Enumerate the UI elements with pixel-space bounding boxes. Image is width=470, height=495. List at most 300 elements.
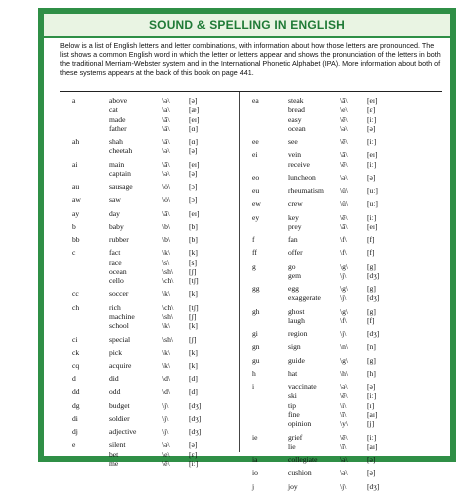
letter-entry: [72, 248, 236, 285]
ipa-pronunciation: [ə]: [367, 123, 376, 133]
merriam-webster-pronunciation: \ā\: [162, 208, 170, 218]
example-word: offer: [288, 248, 303, 258]
entry-line: [252, 419, 442, 428]
merriam-webster-pronunciation: \j\: [162, 413, 169, 423]
entry-line: [252, 369, 442, 378]
letter-combination: d: [72, 374, 76, 384]
ipa-pronunciation: [dʒ]: [189, 413, 202, 423]
merriam-webster-pronunciation: \ə\: [340, 382, 348, 392]
ipa-pronunciation: [g]: [367, 306, 376, 316]
entry-line: [252, 248, 442, 257]
merriam-webster-pronunciation: \n\: [340, 342, 349, 352]
entry-line: [252, 382, 442, 391]
entry-line: [72, 401, 236, 410]
page-title: SOUND & SPELLING IN ENGLISH: [148, 18, 346, 32]
entry-line: [252, 222, 442, 231]
letter-entry: [252, 248, 442, 257]
letter-combination: cc: [72, 289, 79, 299]
letter-combination: dg: [72, 400, 80, 410]
ipa-pronunciation: [ə]: [367, 382, 376, 392]
example-word: above: [109, 96, 128, 105]
entry-line: [72, 146, 236, 155]
merriam-webster-pronunciation: \ch\: [162, 276, 174, 286]
example-word: soccer: [109, 289, 129, 299]
merriam-webster-pronunciation: \ch\: [162, 302, 174, 312]
ipa-pronunciation: [ʃ]: [189, 312, 197, 322]
merriam-webster-pronunciation: \ā\: [340, 96, 348, 105]
letter-combination: e: [72, 440, 76, 450]
example-word: hat: [288, 368, 298, 378]
example-word: see: [288, 137, 298, 147]
letter-combination: au: [72, 182, 80, 192]
entry-line: [252, 262, 442, 271]
entry-line: [252, 105, 442, 114]
ipa-pronunciation: [aɪ]: [367, 441, 378, 451]
ipa-pronunciation: [iː]: [367, 159, 377, 169]
ipa-pronunciation: [tʃ]: [189, 276, 199, 286]
merriam-webster-pronunciation: \ä\: [162, 123, 170, 133]
example-word: pick: [109, 347, 123, 357]
entry-line: [252, 356, 442, 365]
example-word: ski: [288, 391, 297, 401]
letter-combination: gn: [252, 342, 260, 352]
letter-combination: ea: [252, 96, 259, 105]
merriam-webster-pronunciation: \e\: [340, 105, 348, 115]
letter-entry: [72, 303, 236, 331]
letter-entry: [72, 387, 236, 396]
letter-entry: [252, 369, 442, 378]
entry-line: [72, 248, 236, 257]
example-word: special: [109, 334, 131, 344]
letter-combination: ah: [72, 137, 80, 147]
merriam-webster-pronunciation: \ī\: [340, 441, 347, 451]
letter-entry: [252, 329, 442, 338]
letter-entry: [252, 137, 442, 146]
merriam-webster-pronunciation: \j\: [340, 270, 347, 280]
example-word: grief: [288, 432, 303, 442]
entry-line: [72, 222, 236, 231]
ipa-pronunciation: [ə]: [189, 96, 198, 105]
letter-entry: [72, 289, 236, 298]
entry-line: [252, 96, 442, 105]
intro-paragraph: Below is a list of English letters and letter combinations, with information about how those letters are pronounced. The list shows a common English word in which the letter or letters appear and shows the pronunciation of the letters in both the traditional Merriam-Webster system and in the International Phonetic Alphabet (IPA). More information about both of these systems appears at the back of this book on page 441.: [60, 41, 441, 77]
merriam-webster-pronunciation: \f\: [340, 315, 347, 325]
merriam-webster-pronunciation: \sh\: [162, 312, 173, 322]
ipa-pronunciation: [iː]: [367, 432, 377, 442]
entry-line: [252, 271, 442, 280]
example-word: ocean: [109, 266, 127, 276]
letter-combination: gi: [252, 329, 258, 339]
entry-line: [252, 307, 442, 316]
merriam-webster-pronunciation: \d\: [162, 387, 171, 397]
merriam-webster-pronunciation: \h\: [340, 368, 349, 378]
ipa-pronunciation: [dʒ]: [189, 427, 202, 437]
ipa-pronunciation: [d]: [189, 387, 198, 397]
merriam-webster-pronunciation: \ē\: [162, 459, 170, 469]
entry-line: [72, 124, 236, 133]
merriam-webster-pronunciation: \ə\: [162, 168, 170, 178]
example-word: sign: [288, 342, 301, 352]
merriam-webster-pronunciation: \ə\: [340, 455, 348, 465]
example-word: tip: [288, 400, 297, 410]
ipa-pronunciation: [k]: [189, 289, 198, 299]
letter-entry: [72, 348, 236, 357]
merriam-webster-pronunciation: \ä\: [162, 137, 170, 147]
title-bar: [44, 14, 450, 38]
letter-combination: cq: [72, 361, 80, 371]
letter-entry: [72, 427, 236, 436]
ipa-pronunciation: [ɛ]: [367, 105, 376, 115]
letter-combination: ai: [72, 159, 78, 169]
ipa-pronunciation: [eɪ]: [367, 96, 378, 105]
ipa-pronunciation: [dʒ]: [367, 293, 380, 303]
entry-line: [252, 293, 442, 302]
ipa-pronunciation: [g]: [367, 284, 376, 294]
example-word: lie: [288, 441, 296, 451]
letter-combination: ch: [72, 302, 80, 312]
ipa-pronunciation: [k]: [189, 361, 198, 371]
example-word: receive: [288, 159, 310, 169]
entry-line: [72, 289, 236, 298]
entry-line: [72, 182, 236, 191]
example-word: ghost: [288, 306, 305, 316]
letter-entry: [252, 455, 442, 464]
entry-line: [252, 150, 442, 159]
merriam-webster-pronunciation: \j\: [340, 293, 347, 303]
letter-entry: [72, 335, 236, 344]
example-word: vein: [288, 150, 302, 160]
example-word: steak: [288, 96, 304, 105]
letter-combination: ei: [252, 150, 258, 160]
example-word: rich: [109, 302, 121, 312]
example-word: cat: [109, 105, 118, 115]
example-word: vaccinate: [288, 382, 317, 392]
letter-entry: [72, 374, 236, 383]
entry-line: [252, 482, 442, 491]
letter-combination: di: [72, 413, 78, 423]
entry-line: [252, 160, 442, 169]
example-word: cello: [109, 276, 124, 286]
merriam-webster-pronunciation: \k\: [162, 321, 171, 331]
entry-line: [252, 329, 442, 338]
letter-entry: [72, 401, 236, 410]
ipa-pronunciation: [eɪ]: [367, 221, 378, 231]
entry-line: [72, 276, 236, 285]
letter-entry: [72, 96, 236, 133]
merriam-webster-pronunciation: \sh\: [162, 266, 173, 276]
merriam-webster-pronunciation: \ə\: [340, 468, 348, 478]
ipa-pronunciation: [eɪ]: [189, 208, 200, 218]
ipa-pronunciation: [h]: [367, 368, 376, 378]
merriam-webster-pronunciation: \b\: [162, 235, 171, 245]
example-word: bread: [288, 105, 305, 115]
merriam-webster-pronunciation: \i\: [340, 400, 347, 410]
example-word: me: [109, 459, 119, 469]
entry-line: [252, 173, 442, 182]
entry-line: [72, 137, 236, 146]
example-word: school: [109, 321, 129, 331]
ipa-pronunciation: [b]: [189, 221, 198, 231]
ipa-pronunciation: [ɔ]: [189, 195, 198, 205]
letter-entry: [252, 199, 442, 208]
entry-line: [252, 213, 442, 222]
ipa-pronunciation: [ə]: [189, 168, 198, 178]
letter-combination: ey: [252, 212, 260, 222]
entry-line: [252, 391, 442, 400]
entry-line: [72, 96, 236, 105]
entry-line: [72, 348, 236, 357]
ipa-pronunciation: [dʒ]: [189, 400, 202, 410]
letter-combination: gu: [252, 355, 260, 365]
ipa-pronunciation: [ə]: [189, 146, 198, 156]
example-word: joy: [288, 481, 298, 491]
ipa-pronunciation: [k]: [189, 321, 198, 331]
merriam-webster-pronunciation: \j\: [340, 329, 347, 339]
letter-combination: eu: [252, 186, 260, 196]
example-word: gem: [288, 270, 302, 280]
letter-entry: [72, 182, 236, 191]
letter-combination: b: [72, 221, 76, 231]
example-word: fact: [109, 248, 121, 258]
letter-combination: ew: [252, 199, 261, 209]
ipa-pronunciation: [iː]: [367, 391, 377, 401]
entry-line: [72, 115, 236, 124]
ipa-pronunciation: [iː]: [367, 137, 377, 147]
merriam-webster-pronunciation: \ē\: [340, 114, 348, 124]
entry-line: [72, 195, 236, 204]
ipa-pronunciation: [ɛ]: [189, 449, 198, 459]
ipa-pronunciation: [d]: [189, 374, 198, 384]
example-word: egg: [288, 284, 299, 294]
example-word: main: [109, 159, 125, 169]
letter-entry: [252, 356, 442, 365]
example-word: laugh: [288, 315, 305, 325]
letter-combination: aw: [72, 195, 81, 205]
example-word: shah: [109, 137, 123, 147]
merriam-webster-pronunciation: \k\: [162, 289, 171, 299]
merriam-webster-pronunciation: \ȯ\: [162, 195, 171, 205]
example-word: ocean: [288, 123, 306, 133]
example-word: day: [109, 208, 120, 218]
example-word: easy: [288, 114, 302, 124]
example-word: made: [109, 114, 126, 124]
letter-entry: [72, 137, 236, 156]
letter-combination: ci: [72, 334, 78, 344]
entry-line: [252, 124, 442, 133]
example-word: soldier: [109, 413, 130, 423]
merriam-webster-pronunciation: \ē\: [340, 391, 348, 401]
entry-line: [252, 342, 442, 351]
example-word: fan: [288, 235, 298, 245]
ipa-pronunciation: [ɑ]: [189, 137, 199, 147]
entry-line: [252, 186, 442, 195]
ipa-pronunciation: [eɪ]: [189, 159, 200, 169]
example-word: acquire: [109, 361, 132, 371]
letter-combination: ck: [72, 347, 80, 357]
left-column: [72, 96, 236, 472]
entry-line: [72, 105, 236, 114]
letter-entry: [72, 160, 236, 179]
merriam-webster-pronunciation: \ə\: [162, 96, 170, 105]
example-word: rubber: [109, 235, 129, 245]
example-word: baby: [109, 221, 124, 231]
ipa-pronunciation: [iː]: [367, 114, 377, 124]
letter-combination: ee: [252, 137, 259, 147]
merriam-webster-pronunciation: \y\: [340, 419, 349, 429]
ipa-pronunciation: [uː]: [367, 199, 378, 209]
entry-line: [72, 303, 236, 312]
example-word: sausage: [109, 182, 133, 192]
merriam-webster-pronunciation: \ə\: [162, 440, 170, 450]
divider-rule: [60, 91, 442, 92]
entry-line: [72, 258, 236, 267]
entry-line: [72, 387, 236, 396]
entry-line: [72, 440, 236, 449]
letter-entry: [252, 213, 442, 232]
merriam-webster-pronunciation: \ə\: [340, 172, 348, 182]
entry-line: [72, 160, 236, 169]
merriam-webster-pronunciation: \j\: [162, 400, 169, 410]
ipa-pronunciation: [iː]: [367, 212, 377, 222]
letter-combination: dj: [72, 427, 78, 437]
example-word: collegiate: [288, 455, 318, 465]
merriam-webster-pronunciation: \g\: [340, 355, 349, 365]
merriam-webster-pronunciation: \ā\: [340, 150, 348, 160]
ipa-pronunciation: [f]: [367, 315, 375, 325]
entry-line: [252, 316, 442, 325]
column-divider: [239, 92, 240, 452]
letter-entry: [72, 361, 236, 370]
merriam-webster-pronunciation: \ē\: [340, 212, 348, 222]
entry-line: [252, 235, 442, 244]
example-word: adjective: [109, 427, 137, 437]
merriam-webster-pronunciation: \j\: [340, 481, 347, 491]
merriam-webster-pronunciation: \k\: [162, 361, 171, 371]
merriam-webster-pronunciation: \ē\: [340, 159, 348, 169]
ipa-pronunciation: [f]: [367, 235, 375, 245]
letter-combination: eo: [252, 172, 260, 182]
ipa-pronunciation: [dʒ]: [367, 481, 380, 491]
ipa-pronunciation: [ə]: [367, 172, 376, 182]
example-word: race: [109, 257, 122, 267]
ipa-pronunciation: [ɑ]: [189, 123, 199, 133]
entry-line: [72, 374, 236, 383]
letter-entry: [252, 96, 442, 133]
merriam-webster-pronunciation: \ē\: [340, 137, 348, 147]
ipa-pronunciation: [ə]: [367, 455, 376, 465]
merriam-webster-pronunciation: \ā\: [162, 159, 170, 169]
letter-combination: dd: [72, 387, 80, 397]
entry-line: [72, 312, 236, 321]
ipa-pronunciation: [g]: [367, 355, 376, 365]
example-word: exaggerate: [288, 293, 321, 303]
example-word: fine: [288, 410, 300, 420]
letter-entry: [252, 433, 442, 452]
example-word: key: [288, 212, 299, 222]
ipa-pronunciation: [dʒ]: [367, 270, 380, 280]
entry-line: [72, 209, 236, 218]
entry-line: [72, 459, 236, 468]
merriam-webster-pronunciation: \ə\: [340, 123, 348, 133]
merriam-webster-pronunciation: \f\: [340, 248, 347, 258]
example-word: odd: [109, 387, 121, 397]
merriam-webster-pronunciation: \g\: [340, 261, 349, 271]
merriam-webster-pronunciation: \a\: [162, 105, 170, 115]
letter-entry: [252, 482, 442, 491]
ipa-pronunciation: [ə]: [189, 440, 198, 450]
entry-line: [72, 450, 236, 459]
ipa-pronunciation: [s]: [189, 257, 198, 267]
example-word: go: [288, 261, 296, 271]
example-word: cheetah: [109, 146, 133, 156]
example-word: machine: [109, 312, 135, 322]
letter-entry: [72, 195, 236, 204]
letter-entry: [252, 307, 442, 326]
entry-line: [72, 361, 236, 370]
letter-combination: gg: [252, 284, 260, 294]
letter-combination: bb: [72, 235, 80, 245]
merriam-webster-pronunciation: \g\: [340, 306, 349, 316]
merriam-webster-pronunciation: \b\: [162, 221, 171, 231]
ipa-pronunciation: [f]: [367, 248, 375, 258]
letter-entry: [252, 150, 442, 169]
entry-line: [252, 199, 442, 208]
letter-combination: c: [72, 248, 76, 258]
ipa-pronunciation: [eɪ]: [189, 114, 200, 124]
merriam-webster-pronunciation: \f\: [340, 235, 347, 245]
merriam-webster-pronunciation: \k\: [162, 248, 171, 258]
merriam-webster-pronunciation: \ā\: [340, 221, 348, 231]
letter-combination: h: [252, 368, 256, 378]
example-word: prey: [288, 221, 302, 231]
example-word: rheumatism: [288, 186, 324, 196]
ipa-pronunciation: [ɪ]: [367, 400, 375, 410]
ipa-pronunciation: [k]: [189, 248, 198, 258]
letter-entry: [252, 262, 442, 281]
entry-line: [252, 401, 442, 410]
letter-entry: [72, 440, 236, 468]
letter-entry: [72, 209, 236, 218]
ipa-pronunciation: [n]: [367, 342, 376, 352]
example-word: budget: [109, 400, 130, 410]
example-word: saw: [109, 195, 121, 205]
example-word: did: [109, 374, 119, 384]
letter-entry: [72, 414, 236, 423]
example-word: silent: [109, 440, 126, 450]
ipa-pronunciation: [ɔ]: [189, 182, 198, 192]
ipa-pronunciation: [ʃ]: [189, 266, 197, 276]
merriam-webster-pronunciation: \s\: [162, 257, 170, 267]
entry-line: [252, 410, 442, 419]
entry-line: [72, 267, 236, 276]
example-word: bet: [109, 449, 119, 459]
ipa-pronunciation: [ʃ]: [189, 334, 197, 344]
merriam-webster-pronunciation: \ü\: [340, 199, 349, 209]
letter-combination: i: [252, 382, 255, 392]
entry-line: [72, 414, 236, 423]
letter-entry: [252, 186, 442, 195]
entry-line: [252, 115, 442, 124]
entry-line: [252, 433, 442, 442]
letter-combination: g: [252, 261, 256, 271]
entry-line: [72, 335, 236, 344]
ipa-pronunciation: [dʒ]: [367, 329, 380, 339]
letter-entry: [72, 222, 236, 231]
letter-entry: [252, 284, 442, 303]
ipa-pronunciation: [eɪ]: [367, 150, 378, 160]
letter-combination: ay: [72, 208, 80, 218]
example-word: crew: [288, 199, 303, 209]
